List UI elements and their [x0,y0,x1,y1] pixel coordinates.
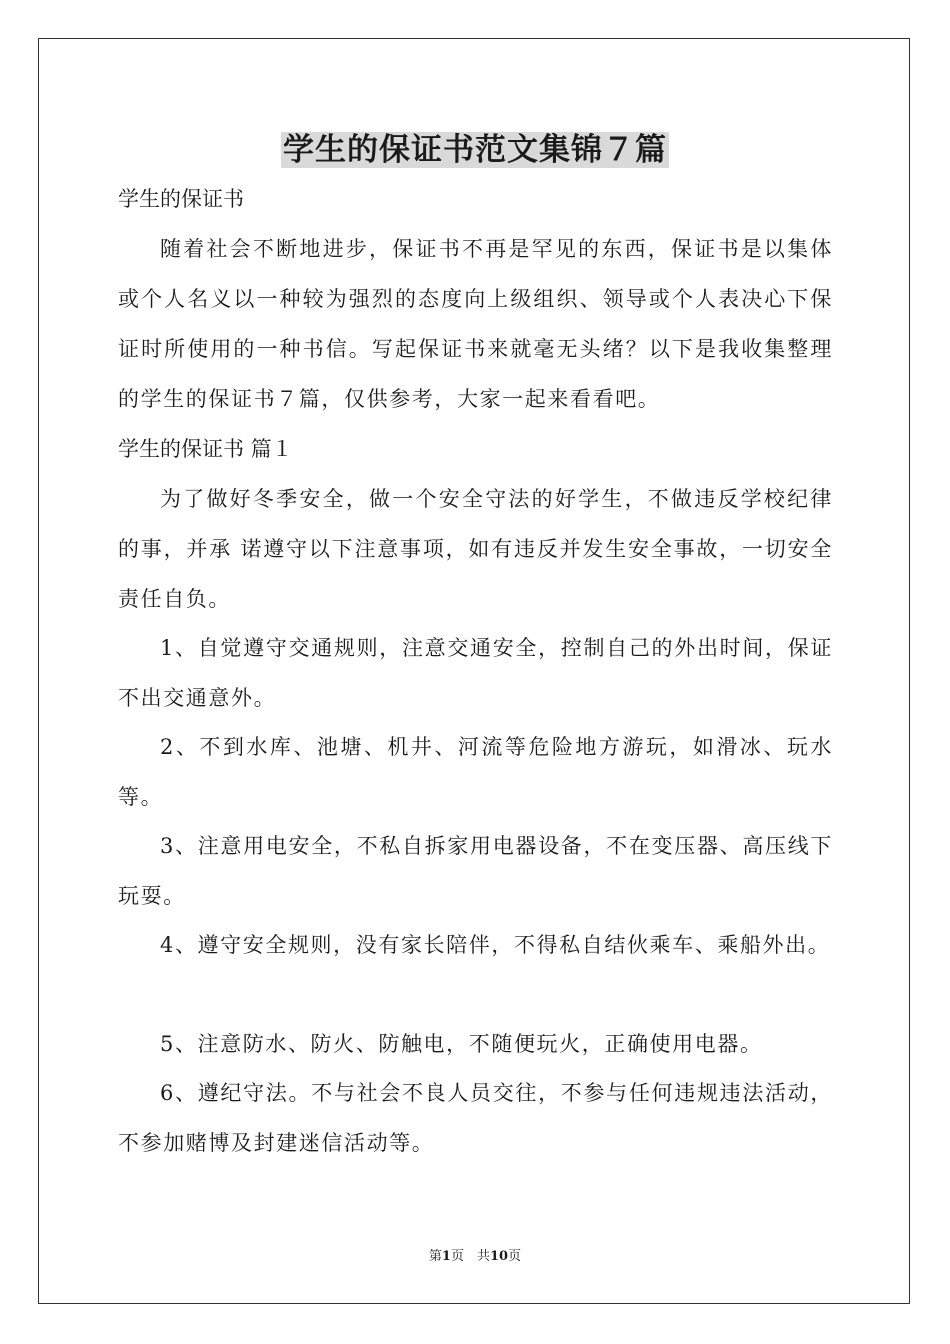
document-title-text: 学生的保证书范文集锦７篇 [283,132,667,168]
page-number: 1 [441,1249,451,1264]
list-item: 3、注意用电安全，不私自拆家用电器设备，不在变压器、高压线下玩耍。 [118,834,833,908]
footer-prefix: 第 [428,1249,442,1264]
list-item: 4、遵守安全规则，没有家长陪伴，不得私自结伙乘车、乘船外出。 [160,933,831,957]
list-item: 5、注意防水、防火、防触电，不随便玩火，正确使用电器。 [160,1032,763,1056]
list-item: 1、自觉遵守交通规则，注意交通安全，控制自己的外出时间，保证不出交通意外。 [118,636,833,710]
footer-mid: 页 共 [450,1249,490,1264]
total-pages: 10 [489,1249,509,1264]
footer-suffix: 页 [508,1249,522,1264]
list-item: 6、遵纪守法。不与社会不良人员交往，不参与任何违规违法活动，不参加赌博及封建迷信活动等。 [118,1081,833,1155]
list-item: 2、不到水库、池塘、机井、河流等危险地方游玩，如滑冰、玩水等。 [118,735,833,809]
page-footer [0,1248,950,1266]
document-title [0,128,950,172]
subtitle: 学生的保证书 [118,187,244,211]
intro-paragraph: 随着社会不断地进步，保证书不再是罕见的东西，保证书是以集体或个人名义以一种较为强烈的态度向上级组织、领导或个人表决心下保证时所使用的一种书信。写起保证书来就毫无头绪？以下是我收集整理的学生的保证书７篇，仅供参考，大家一起来看看吧。 [118,237,833,411]
body-paragraph: 为了做好冬季安全，做一个安全守法的好学生，不做违反学校纪律的事，并承 诺遵守以下注意事项，如有违反并发生安全事故，一切安全责任自负。 [118,487,833,611]
section-heading: 学生的保证书 篇１ [118,437,293,461]
